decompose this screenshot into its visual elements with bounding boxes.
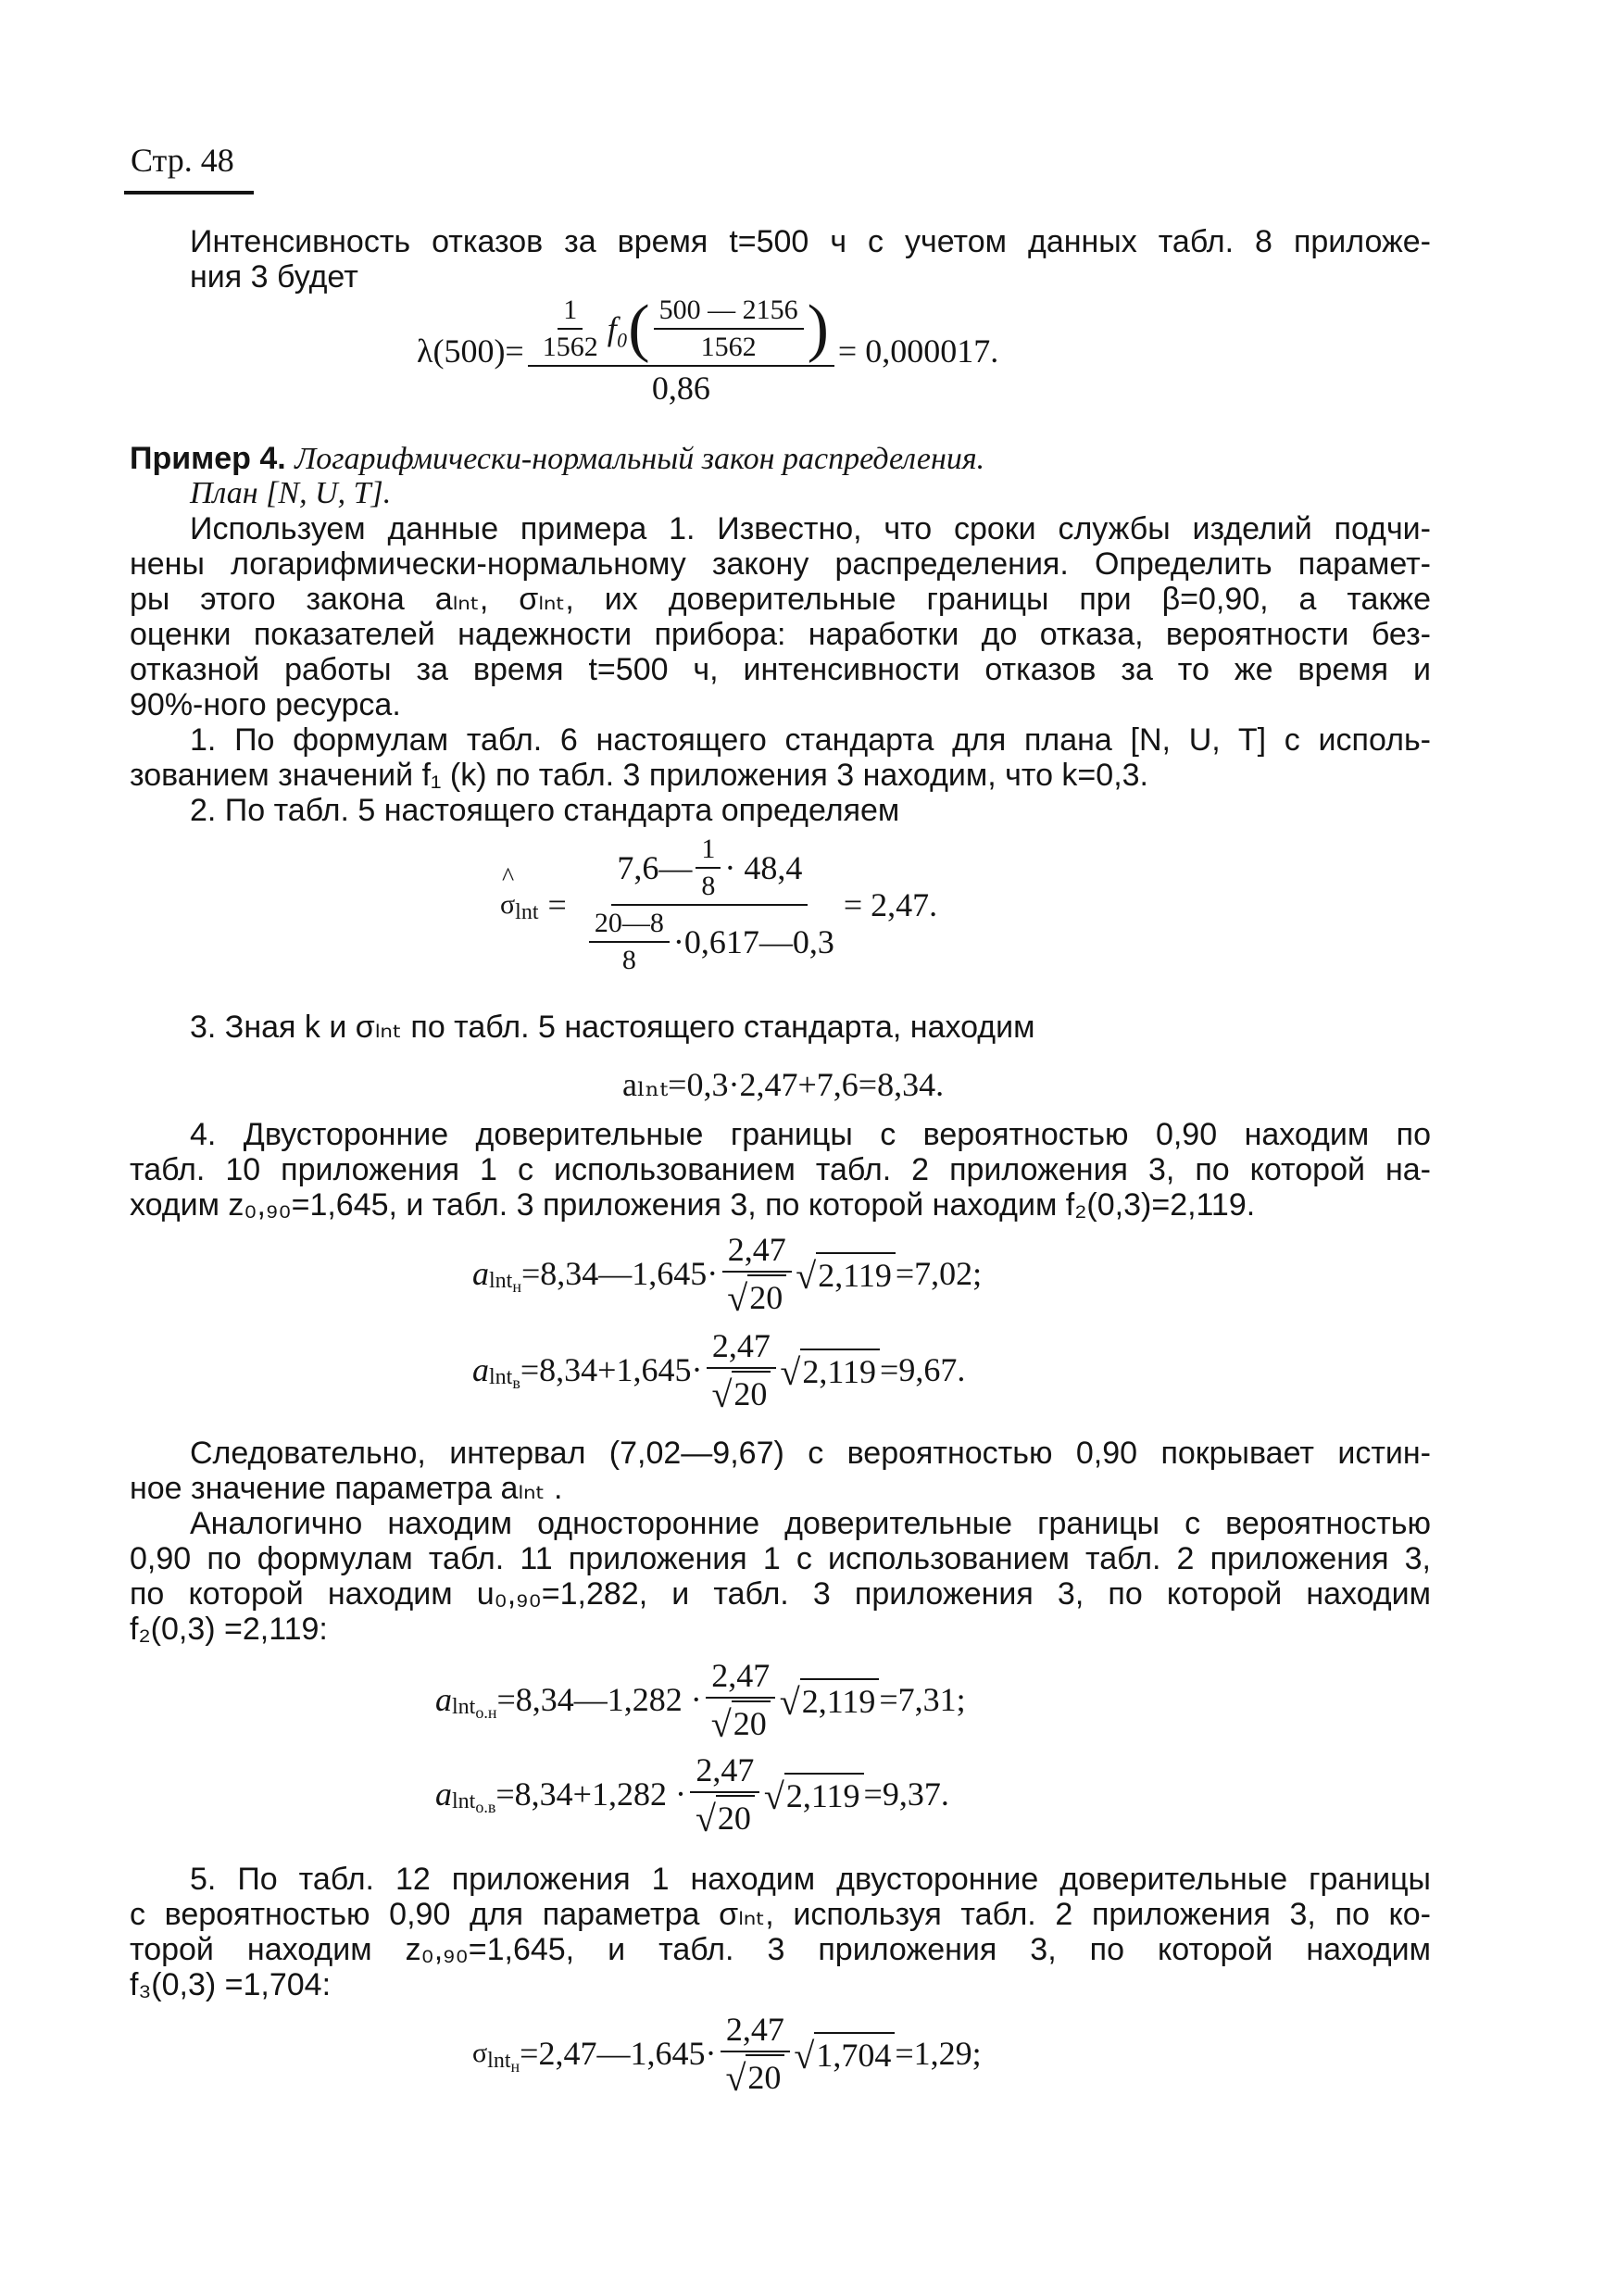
- formula-sigma-lower: σ lnt н =2,47—1,645· 2,47 √ 20 √ 1,704 =1,29;: [472, 2011, 982, 2099]
- paragraph-line: торой находим z₀,₉₀=1,645, и табл. 3 приложения 3, по которой находим: [130, 1932, 1431, 1967]
- paragraph-line: нены логарифмически-нормальному закону распределения. Определить парамет-: [130, 546, 1431, 582]
- paragraph-line: 2. По табл. 5 настоящего стандарта определяем: [190, 793, 900, 828]
- paragraph-line: 4. Двусторонние доверительные границы с вероятностью 0,90 находим по: [190, 1117, 1431, 1152]
- paragraph-line: табл. 10 приложения 1 с использованием табл. 2 приложения 3, по которой на-: [130, 1152, 1431, 1187]
- header-rule: [124, 191, 254, 194]
- paragraph-line: 5. По табл. 12 приложения 1 находим двусторонние доверительные границы: [190, 1862, 1431, 1897]
- paragraph-line: с вероятностью 0,90 для параметра σₗₙₜ, используя табл. 2 приложения 3, по ко-: [130, 1897, 1431, 1932]
- paragraph-line: 90%-ного ресурса.: [130, 687, 401, 722]
- paragraph-line: f₃(0,3) =1,704:: [130, 1967, 332, 2002]
- paragraph-line: 0,90 по формулам табл. 11 приложения 1 с использованием табл. 2 приложения 3,: [130, 1541, 1431, 1576]
- paragraph-line: ры этого закона aₗₙₜ, σₗₙₜ, их доверительные границы при β=0,90, а также: [130, 582, 1431, 617]
- formula-a-one-sided-lower: a lnt о.н =8,34—1,282 · 2,47 √ 20 √ 2,119 =7,31;: [435, 1657, 966, 1745]
- plan-line: План [N, U, T].: [190, 476, 392, 510]
- formula-fraction: 7,6— $\frac{1}{8}$ · 48,4 $\frac{20—8}{8}$ ·0,617—0,3: [580, 834, 840, 976]
- example-heading: Пример 4. Логарифмически-нормальный закон распределения.: [130, 441, 985, 476]
- paragraph-line: Используем данные примера 1. Известно, что сроки службы изделий подчи-: [190, 511, 1431, 546]
- formula-a-one-sided-upper: a lnt о.в =8,34+1,282 · 2,47 √ 20 √ 2,119 =9,37.: [435, 1751, 949, 1839]
- formula-a-upper: a lnt в =8,34+1,645· 2,47 √ 20 √ 2,119 =9,67.: [472, 1327, 966, 1415]
- formula-lhs: λ(500)=: [417, 332, 524, 370]
- formula-a-lnt: aₗₙₜ=0,3·2,47+7,6=8,34.: [622, 1066, 945, 1103]
- formula-sigma: ^ σ lnt = 7,6— $\frac{1}{8}$ · 48,4 $\frac{20—8}{8}$ ·0,617—0,3 = 2,47.: [500, 834, 937, 976]
- paragraph-line: ное значение параметра aₗₙₜ .: [130, 1471, 563, 1506]
- formula-lambda: [417, 295, 998, 408]
- paragraph-line: Интенсивность отказов за время t=500 ч с учетом данных табл. 8 приложе-: [190, 224, 1431, 259]
- formula-fraction: $\frac{1}{1562}$ f₀ ( $\frac{500 — 2156}{1562}$ ) 0,86: [528, 295, 834, 408]
- formula-result: = 0,000017.: [837, 332, 999, 370]
- paragraph-line: f₂(0,3) =2,119:: [130, 1612, 328, 1647]
- paragraph-line: 3. Зная k и σₗₙₜ по табл. 5 настоящего стандарта, находим: [190, 1010, 1035, 1045]
- paragraph-line: Аналогично находим односторонние доверительные границы с вероятностью: [190, 1506, 1431, 1541]
- page-number: Стр. 48: [131, 142, 234, 179]
- paragraph-line: зованием значений f₁ (k) по табл. 3 приложения 3 находим, что k=0,3.: [130, 758, 1149, 793]
- paragraph-line: ния 3 будет: [190, 259, 358, 295]
- paragraph-line: по которой находим u₀,₉₀=1,282, и табл. 3 приложения 3, по которой находим: [130, 1576, 1431, 1612]
- paragraph-line: 1. По формулам табл. 6 настоящего стандарта для плана [N, U, T] с исполь-: [190, 722, 1431, 758]
- paragraph-line: отказной работы за время t=500 ч, интенсивности отказов за то же время и: [130, 652, 1431, 687]
- paragraph-line: оценки показателей надежности прибора: наработки до отказа, вероятности без-: [130, 617, 1431, 652]
- paragraph-line: ходим z₀,₉₀=1,645, и табл. 3 приложения 3, по которой находим f₂(0,3)=2,119.: [130, 1187, 1256, 1223]
- formula-a-lower: a lnt н =8,34—1,645· 2,47 √ 20 √ 2,119 =7,02;: [472, 1231, 983, 1319]
- paragraph-line: Следовательно, интервал (7,02—9,67) с вероятностью 0,90 покрывает истин-: [190, 1436, 1431, 1471]
